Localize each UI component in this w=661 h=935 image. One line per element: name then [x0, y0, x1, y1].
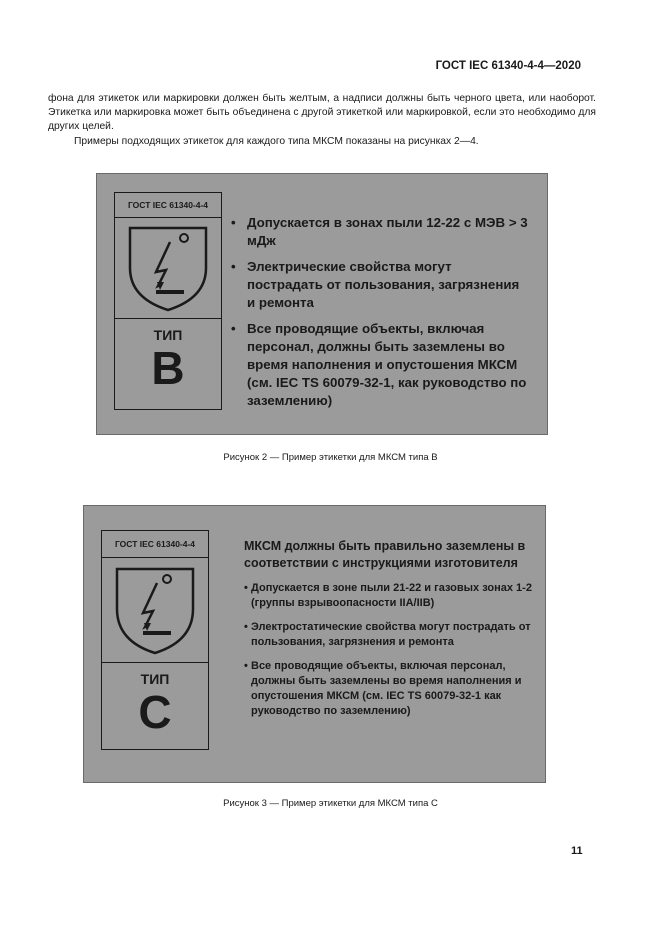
paragraph-2: Примеры подходящих этикеток для каждого типа МКСМ показаны на рисунках 2—4. [74, 135, 479, 147]
label-type-b [96, 173, 548, 435]
list-item: • Все проводящие объекты, включая персонал, должны быть заземлены во время наполнения и опустошения МКСМ (см. IEC TS 60079-32-1 как руководство по заземлению) [244, 660, 522, 717]
badge-title: ГОСТ IEC 61340-4-4 [115, 193, 221, 218]
label-c-heading: МКСМ должны быть правильно заземлены в соответствии с инструкциями изготовителя [244, 539, 526, 570]
badge-type-c [101, 530, 209, 750]
label-b-bullets [231, 214, 531, 410]
type-word: ТИП [153, 327, 183, 343]
body-text [48, 92, 596, 149]
list-item: • Электростатические свойства могут пострадать от пользования, загрязнения и ремонта [244, 621, 531, 648]
label-c-text [244, 538, 534, 719]
lightning-shield-icon [115, 218, 221, 319]
page-number: 11 [571, 845, 583, 857]
list-item: • Допускается в зонах пыли 12-22 с МЭВ > 3 мДж [231, 215, 528, 248]
label-type-c [83, 505, 546, 783]
lightning-shield-icon [102, 558, 208, 663]
type-letter: B [151, 342, 185, 394]
list-item: • Электрические свойства могут пострадать от пользования, загрязнения и ремонта [231, 259, 520, 310]
figure-caption-3: Рисунок 3 — Пример этикетки для МКСМ типа С [223, 798, 438, 809]
list-item: • Допускается в зоне пыли 21-22 и газовых зонах 1-2 (группы взрывоопасности IIA/IIB) [244, 582, 532, 609]
badge-title: ГОСТ IEC 61340-4-4 [102, 531, 208, 558]
document-header: ГОСТ IEC 61340-4-4—2020 [435, 60, 581, 72]
type-letter: C [138, 686, 172, 738]
figure-caption-2: Рисунок 2 — Пример этикетки для МКСМ типа В [223, 452, 438, 463]
paragraph-1: фона для этикеток или маркировки должен быть желтым, а надписи должны быть черного цвета, или наоборот. Этикетка или маркировка может быть объединена с другой этикеткой или маркировкой, если это необходимо для других целей. [48, 93, 596, 133]
badge-type-b [114, 192, 222, 410]
type-word: ТИП [140, 671, 170, 687]
list-item: • Все проводящие объекты, включая персонал, должны быть заземлены во время наполнения и опустошения МКСМ (см. IEC TS 60079-32-1, как руководство по заземлению) [231, 321, 527, 408]
